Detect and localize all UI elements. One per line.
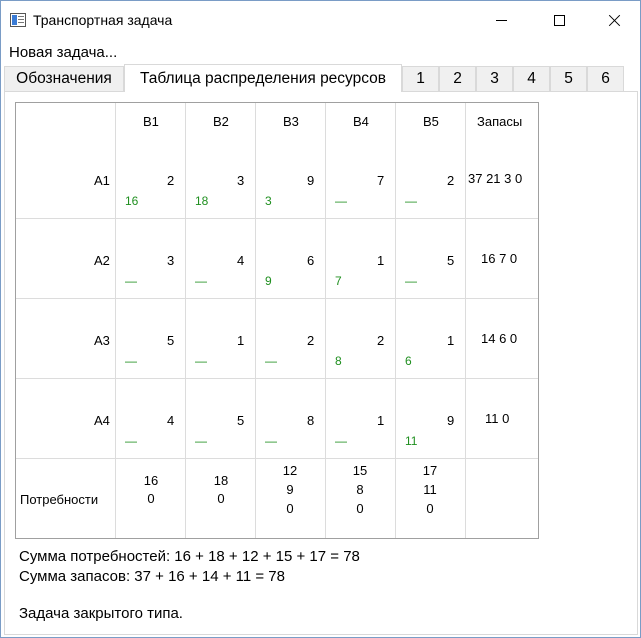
alloc-a3-b1: — [125,354,137,368]
close-icon [608,14,621,27]
col-header-b4: B4 [353,114,369,129]
tab-notation[interactable]: Обозначения [4,66,124,91]
cost-a2-b1: 3 [167,253,175,268]
demand-b1-1: 0 [147,491,155,506]
tab-3[interactable]: 3 [476,66,513,91]
maximize-button[interactable] [536,1,582,39]
tab-4[interactable]: 4 [513,66,550,91]
alloc-a3-b3: — [265,354,277,368]
alloc-a1-b2: 18 [195,194,209,208]
alloc-a4-b2: — [195,434,207,448]
col-header-b2: B2 [213,114,229,129]
cost-a3-b5: 1 [447,333,455,348]
cost-a2-b5: 5 [447,253,455,268]
row-label-a3: A3 [94,333,110,348]
alloc-a1-b3: 3 [265,194,272,208]
tab-6[interactable]: 6 [587,66,624,91]
col-header-b3: B3 [283,114,299,129]
cost-a3-b1: 5 [167,333,175,348]
supply-a3: 14 6 0 [481,331,518,346]
cost-a2-b2: 4 [237,253,245,268]
alloc-a1-b5: — [405,194,417,208]
cost-a3-b2: 1 [237,333,245,348]
close-button[interactable] [591,1,637,39]
supply-a1: 37 21 3 0 [468,171,523,186]
alloc-a4-b4: — [335,434,347,448]
demand-b3-0: 12 [282,463,298,478]
cost-a4-b1: 4 [167,413,175,428]
col-header-b5: B5 [423,114,439,129]
demand-b4-1: 8 [356,482,364,497]
window-title: Транспортная задача [33,12,173,28]
menu-new-task[interactable]: Новая задача... [9,44,118,61]
alloc-a2-b2: — [195,274,207,288]
demand-b3-1: 9 [286,482,294,497]
task-type-text: Задача закрытого типа. [19,605,183,622]
cost-a3-b3: 2 [307,333,315,348]
minimize-button[interactable] [478,1,524,39]
alloc-a4-b5: 11 [405,434,418,448]
cost-a2-b3: 6 [307,253,315,268]
cost-a1-b3: 9 [307,173,315,188]
demand-b2-1: 0 [217,491,225,506]
distribution-table [15,102,539,539]
alloc-a2-b3: 9 [265,274,272,288]
alloc-a4-b3: — [265,434,277,448]
row-label-a1: A1 [94,173,110,188]
app-icon [10,13,26,27]
demand-b1-0: 16 [143,473,159,488]
demand-b5-2: 0 [426,501,434,516]
cost-a4-b4: 1 [377,413,385,428]
demand-b5-0: 17 [422,463,438,478]
tab-2[interactable]: 2 [439,66,476,91]
alloc-a3-b2: — [195,354,207,368]
row-label-a2: A2 [94,253,110,268]
tab-panel [4,91,638,635]
cost-a1-b5: 2 [447,173,455,188]
title-bar[interactable] [1,1,640,39]
demand-b4-0: 15 [352,463,368,478]
alloc-a3-b4: 8 [335,354,342,368]
alloc-a2-b5: — [405,274,417,288]
supply-a2: 16 7 0 [481,251,518,266]
alloc-a2-b4: 7 [335,274,342,288]
tab-1[interactable]: 1 [402,66,439,91]
row-label-a4: A4 [94,413,110,428]
cost-a1-b2: 3 [237,173,245,188]
col-header-b1: B1 [143,114,159,129]
supply-a4: 11 0 [485,411,510,426]
supply-sum-text: Сумма запасов: 37 + 16 + 14 + 11 = 78 [19,568,285,585]
cost-a2-b4: 1 [377,253,385,268]
minimize-icon [496,20,507,21]
cost-a4-b2: 5 [237,413,245,428]
alloc-a3-b5: 6 [405,354,412,368]
cost-a4-b5: 9 [447,413,455,428]
demand-b2-0: 18 [213,473,229,488]
demand-sum-text: Сумма потребностей: 16 + 18 + 12 + 15 + 17 = 78 [19,548,360,565]
maximize-icon [554,15,565,26]
demand-b3-2: 0 [286,501,294,516]
cost-a1-b4: 7 [377,173,385,188]
demand-b4-2: 0 [356,501,364,516]
cost-a4-b3: 8 [307,413,315,428]
alloc-a1-b4: — [335,194,347,208]
col-header-supply: Запасы [477,114,523,129]
alloc-a2-b1: — [125,274,137,288]
alloc-a1-b1: 16 [125,194,139,208]
cost-a1-b1: 2 [167,173,175,188]
demand-label: Потребности [20,492,99,507]
tab-distribution-table[interactable]: Таблица распределения ресурсов [124,64,402,92]
tab-5[interactable]: 5 [550,66,587,91]
cost-a3-b4: 2 [377,333,385,348]
alloc-a4-b1: — [125,434,137,448]
demand-b5-1: 11 [423,482,437,497]
